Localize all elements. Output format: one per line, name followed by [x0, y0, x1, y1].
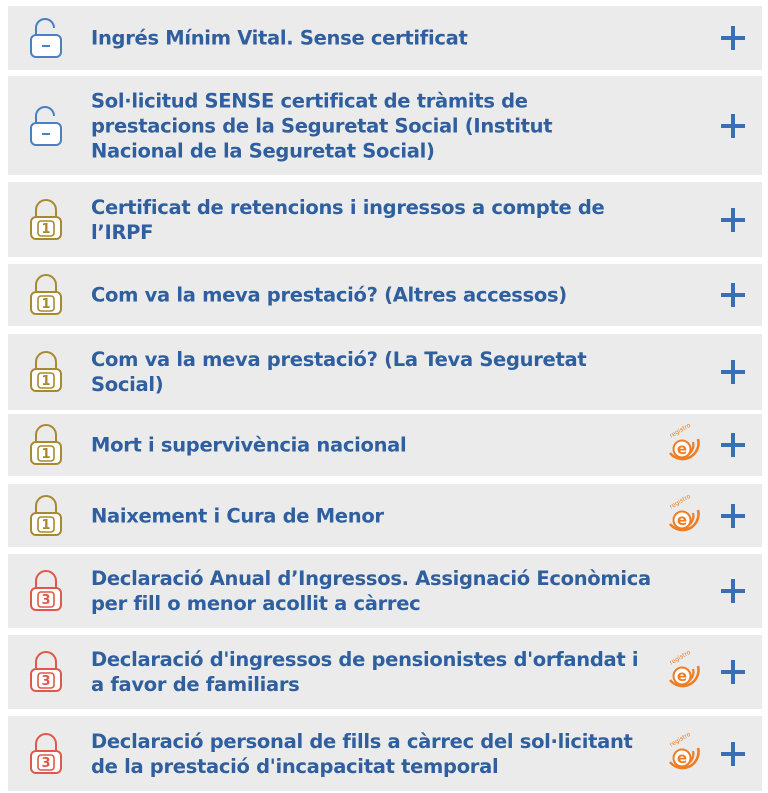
procedure-title[interactable]: Naixement i Cura de Menor: [91, 504, 384, 527]
expand-plus-icon[interactable]: [720, 578, 746, 604]
padlock-level-3-icon: [28, 650, 64, 694]
registro-electronico-icon: [660, 423, 704, 467]
expand-plus-icon[interactable]: [720, 359, 746, 385]
svg-text:e: e: [676, 510, 688, 529]
svg-text:registro: registro: [668, 493, 692, 510]
registro-electronico-icon: [660, 650, 704, 694]
expand-plus-icon[interactable]: [720, 207, 746, 233]
expand-plus-icon[interactable]: [720, 503, 746, 529]
svg-text:3: 3: [41, 674, 51, 689]
padlock-level-1-icon: [28, 494, 64, 538]
procedure-title[interactable]: Sol·licitud SENSE certificat de tràmits de prestacions de la Seguretat Social (Institut Nacional de la Seguretat Social): [91, 89, 553, 162]
svg-text:3: 3: [41, 755, 51, 771]
expand-plus-icon[interactable]: [720, 282, 746, 308]
svg-text:1: 1: [41, 374, 51, 389]
expand-plus-icon[interactable]: [720, 113, 746, 139]
svg-text:registro: registro: [668, 731, 692, 748]
expand-plus-icon[interactable]: [720, 741, 746, 767]
padlock-level-1-icon: [28, 423, 64, 467]
svg-text:e: e: [676, 667, 688, 685]
registro-electronico-icon: [660, 494, 704, 538]
procedure-item[interactable]: [8, 334, 762, 410]
padlock-level-1-icon: [28, 273, 64, 317]
padlock-level-1-icon: [28, 350, 64, 394]
padlock-level-3-icon: [28, 569, 64, 613]
procedure-title[interactable]: Mort i supervivència nacional: [91, 433, 407, 457]
svg-text:e: e: [676, 440, 688, 458]
registro-electronico-icon: [660, 732, 704, 776]
expand-plus-icon[interactable]: [720, 25, 746, 51]
procedure-item[interactable]: [8, 484, 762, 547]
svg-text:1: 1: [41, 447, 51, 462]
procedure-title[interactable]: Declaració d'ingressos de pensionistes d'orfandat i a favor de familiars: [91, 648, 639, 696]
procedure-title[interactable]: Com va la meva prestació? (Altres accessos): [91, 283, 567, 307]
svg-text:registro: registro: [668, 423, 692, 440]
expand-plus-icon[interactable]: [720, 659, 746, 685]
svg-text:1: 1: [41, 517, 51, 533]
padlock-level-3-icon: [28, 732, 64, 776]
svg-text:e: e: [676, 748, 688, 767]
procedure-title[interactable]: Certificat de retencions i ingressos a compte de l’IRPF: [91, 195, 605, 244]
procedure-title[interactable]: Com va la meva prestació? (La Teva Seguretat Social): [91, 348, 587, 396]
expand-plus-icon[interactable]: [720, 432, 746, 458]
padlock-level-1-icon: [28, 198, 64, 242]
procedure-item[interactable]: [8, 635, 762, 709]
procedure-title[interactable]: Ingrés Mínim Vital. Sense certificat: [91, 26, 468, 50]
procedure-item[interactable]: [8, 76, 762, 175]
svg-text:registro: registro: [668, 650, 692, 667]
procedure-title[interactable]: Declaració personal de fills a càrrec del sol·licitant de la prestació d'incapacitat temporal: [91, 729, 633, 778]
svg-text:1: 1: [41, 297, 51, 312]
procedure-item[interactable]: [8, 554, 762, 628]
procedure-item[interactable]: [8, 6, 762, 70]
svg-text:1: 1: [41, 221, 51, 237]
procedure-item[interactable]: [8, 414, 762, 476]
procedure-item[interactable]: [8, 716, 762, 791]
procedure-item[interactable]: [8, 264, 762, 326]
open-padlock-icon: [28, 104, 64, 148]
procedure-item[interactable]: [8, 182, 762, 257]
procedure-title[interactable]: Declaració Anual d’Ingressos. Assignació Econòmica per fill o menor acollit a càrrec: [91, 567, 651, 615]
open-padlock-icon: [28, 16, 64, 60]
svg-text:3: 3: [41, 593, 51, 608]
